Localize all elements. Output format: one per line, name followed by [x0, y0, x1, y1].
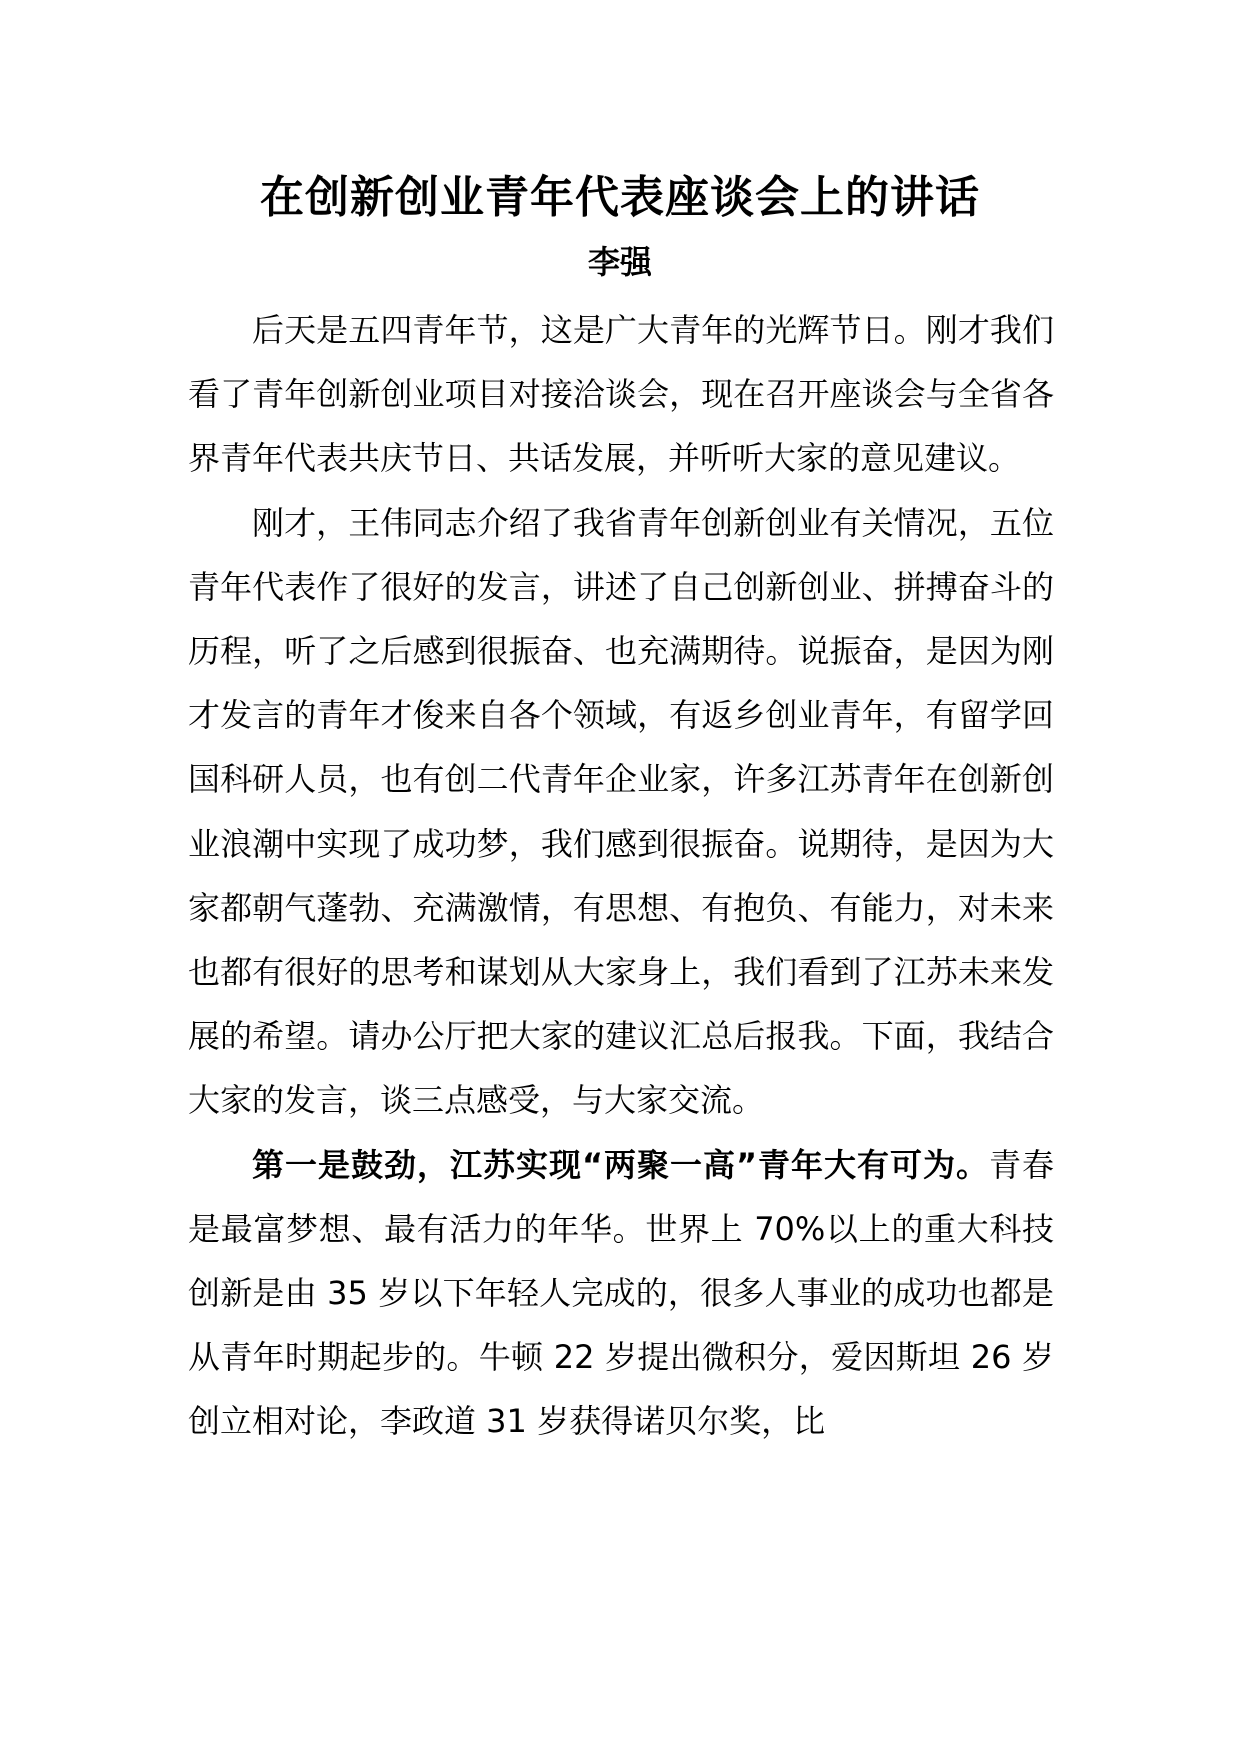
document-author: 李强	[587, 243, 652, 281]
paragraph-3	[188, 1133, 1054, 1454]
paragraph-1	[188, 298, 1054, 491]
section-heading: 第一是鼓劲，江苏实现“两聚一高”青年大有可为。	[252, 1145, 989, 1184]
paragraph-2	[188, 491, 1054, 1133]
paragraph-text: 刚才，王伟同志介绍了我省青年创新创业有关情况，五位青年代表作了很好的发言，讲述了自己创新创业、拼搏奋斗的历程，听了之后感到很振奋、也充满期待。说振奋，是因为刚才发言的青年才俊来自各个领域，有返乡创业青年，有留学回国科研人员，也有创二代青年企业家，许多江苏青年在创新创业浪潮中实现了成功梦，我们感到很振奋。说期待，是因为大家都朝气蓬勃、充满激情，有思想、有抱负、有能力，对未来也都有很好的思考和谋划从大家身上，我们看到了江苏未来发展的希望。请办公厅把大家的建议汇总后报我。下面，我结合大家的发言，谈三点感受，与大家交流。	[188, 503, 1054, 1120]
document-body	[188, 298, 1054, 1454]
paragraph-text: 青春是最富梦想、最有活力的年华。世界上 70%以上的重大科技创新是由 35 岁以下年轻人完成的，很多人事业的成功也都是从青年时期起步的。牛顿 22 岁提出微积分，爱因斯坦 26 岁创立相对论，李政道 31 岁获得诺贝尔奖，比	[188, 1145, 1054, 1441]
document-title: 在创新创业青年代表座谈会上的讲话	[260, 172, 980, 223]
paragraph-text: 后天是五四青年节，这是广大青年的光辉节日。刚才我们看了青年创新创业项目对接洽谈会，现在召开座谈会与全省各界青年代表共庆节日、共话发展，并听听大家的意见建议。	[188, 311, 1054, 478]
